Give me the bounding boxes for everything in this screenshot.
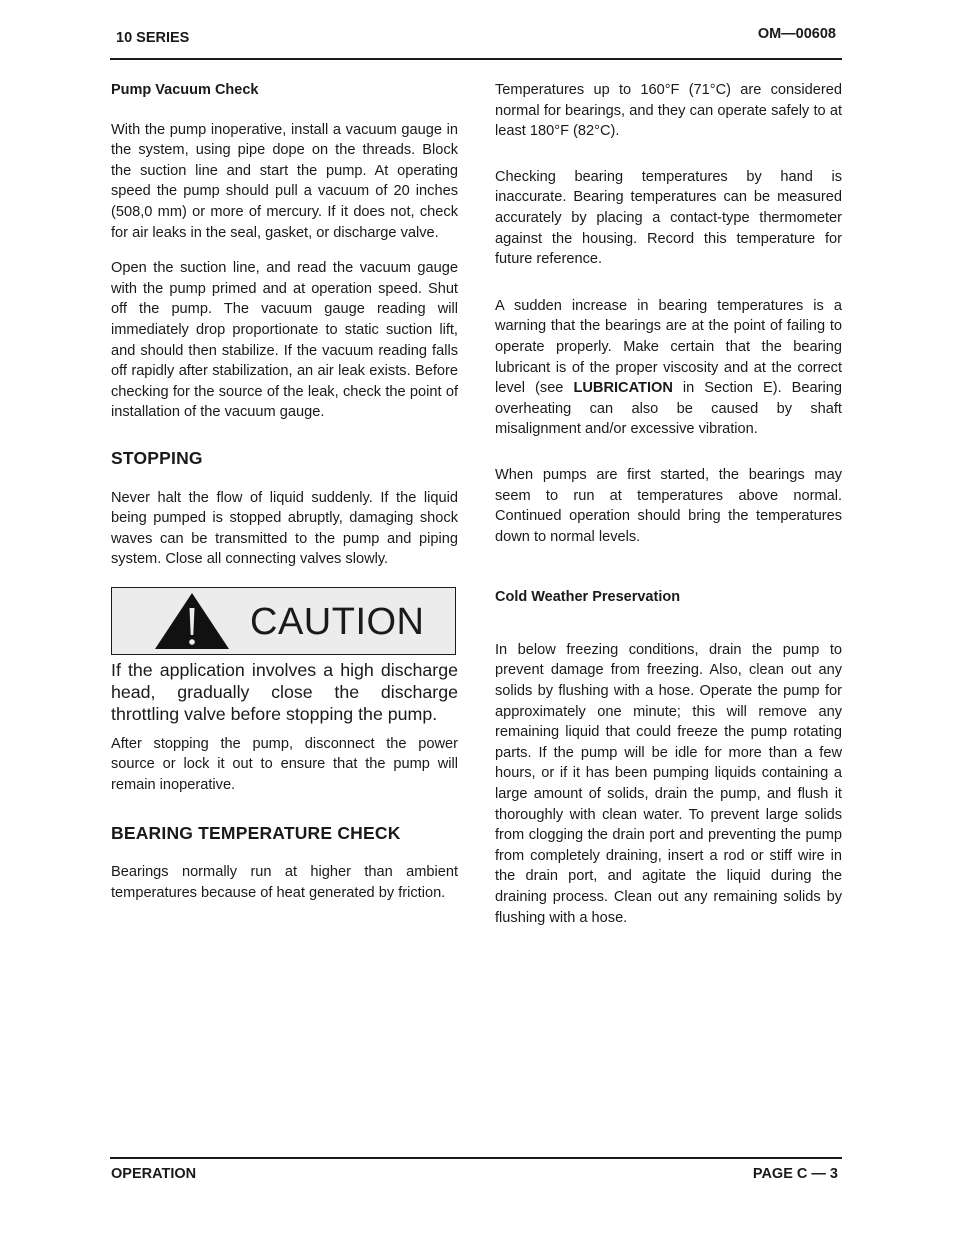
pump-vacuum-check-heading: Pump Vacuum Check [111, 82, 259, 98]
lubrication-reference: LUBRICATION [573, 380, 673, 397]
pump-vacuum-paragraph-1: With the pump inoperative, install a vacuum gauge in the system, using pipe dope on the threads. Block the suction line and start the pump. At operating speed the pump should pull a vacuum of 20 inches (508,0 mm) or more of mercury. If it does not, check for air leaks in the seal, gasket, or discharge valve. [111, 121, 458, 241]
stopping-paragraph-1: Never halt the flow of liquid suddenly. If the liquid being pumped is stopped abruptly, damaging shock waves can be transmitted to the pump and piping system. Close all connecting valves slowly. [111, 489, 458, 568]
bearing-paragraph-2: Temperatures up to 160°F (71°C) are considered normal for bearings, and they can operate safely to at least 180°F (82°C). [495, 82, 842, 140]
bearing-paragraph-4-text-b: in Section E). Bearing overheating can also be caused by shaft misalignment and/or excessive vibration. [495, 380, 842, 438]
pump-vacuum-paragraph-2: Open the suction line, and read the vacuum gauge with the pump primed and at operation speed. Shut off the pump. The vacuum gauge reading will immediately drop proportionate to static suction lift, and should then stabilize. If the vacuum reading falls off rapidly after stabilization, an air leak exists. Before checking for the source of the leak, check the point of installation of the vacuum gauge. [111, 260, 458, 421]
bearing-paragraph-3: Checking bearing temperatures by hand is inaccurate. Bearing temperatures can be measured accurately by placing a contact-type thermometer against the housing. Record this temperature for future reference. [495, 168, 842, 268]
footer-section: OPERATION [111, 1166, 197, 1182]
warning-triangle-icon [154, 592, 230, 650]
stopping-heading: STOPPING [111, 447, 203, 468]
caution-label: CAUTION [250, 600, 425, 643]
bearing-paragraph-1: Bearings normally run at higher than ambient temperatures because of heat generated by friction. [111, 864, 458, 901]
left-column [111, 80, 458, 903]
cold-weather-paragraph: In below freezing conditions, drain the pump to prevent damage from freezing. Also, clean out any solids by flushing with a hose. Operate the pump for approximately one minute; this will remove any remaining liquid that could freeze the pump rotating parts. If the pump will be idle for more than a few hours, or if it has been pumping liquids containing a large amount of solids, drain the pump, and flush it thoroughly with clean water. To prevent large solids from clogging the drain port and preventing the pump from completely draining, insert a rod or stiff wire in the drain port, and agitate the liquid during the draining process. Clean out any remaining solids by flushing with a hose. [495, 641, 842, 926]
footer-page-number: PAGE C — 3 [752, 1166, 838, 1182]
header-series: 10 SERIES [116, 30, 190, 46]
stopping-paragraph-2: After stopping the pump, disconnect the power source or lock it out to ensure that the pump will remain inoperative. [111, 735, 458, 794]
header-rule [110, 58, 842, 60]
bearing-paragraph-5: When pumps are first started, the bearings may seem to run at temperatures above normal. Continued operation should bring the temperatures down to normal levels. [495, 466, 842, 545]
bearing-temperature-heading: BEARING TEMPERATURE CHECK [111, 822, 401, 843]
header-document-number: OM—00608 [757, 26, 836, 42]
bearing-paragraph-4 [495, 296, 842, 440]
caution-banner [111, 587, 456, 655]
caution-message: If the application involves a high discharge head, gradually close the discharge throttling valve before stopping the pump. [111, 659, 458, 724]
footer-rule [110, 1157, 842, 1159]
bearing-paragraph-4-text-a: A sudden increase in bearing temperatures is a warning that the bearings are at the point of failing to operate properly. Make certain that the bearing lubricant is of the proper viscosity and at the correct level (see [495, 297, 842, 397]
cold-weather-heading: Cold Weather Preservation [495, 589, 681, 606]
right-column [495, 80, 842, 928]
